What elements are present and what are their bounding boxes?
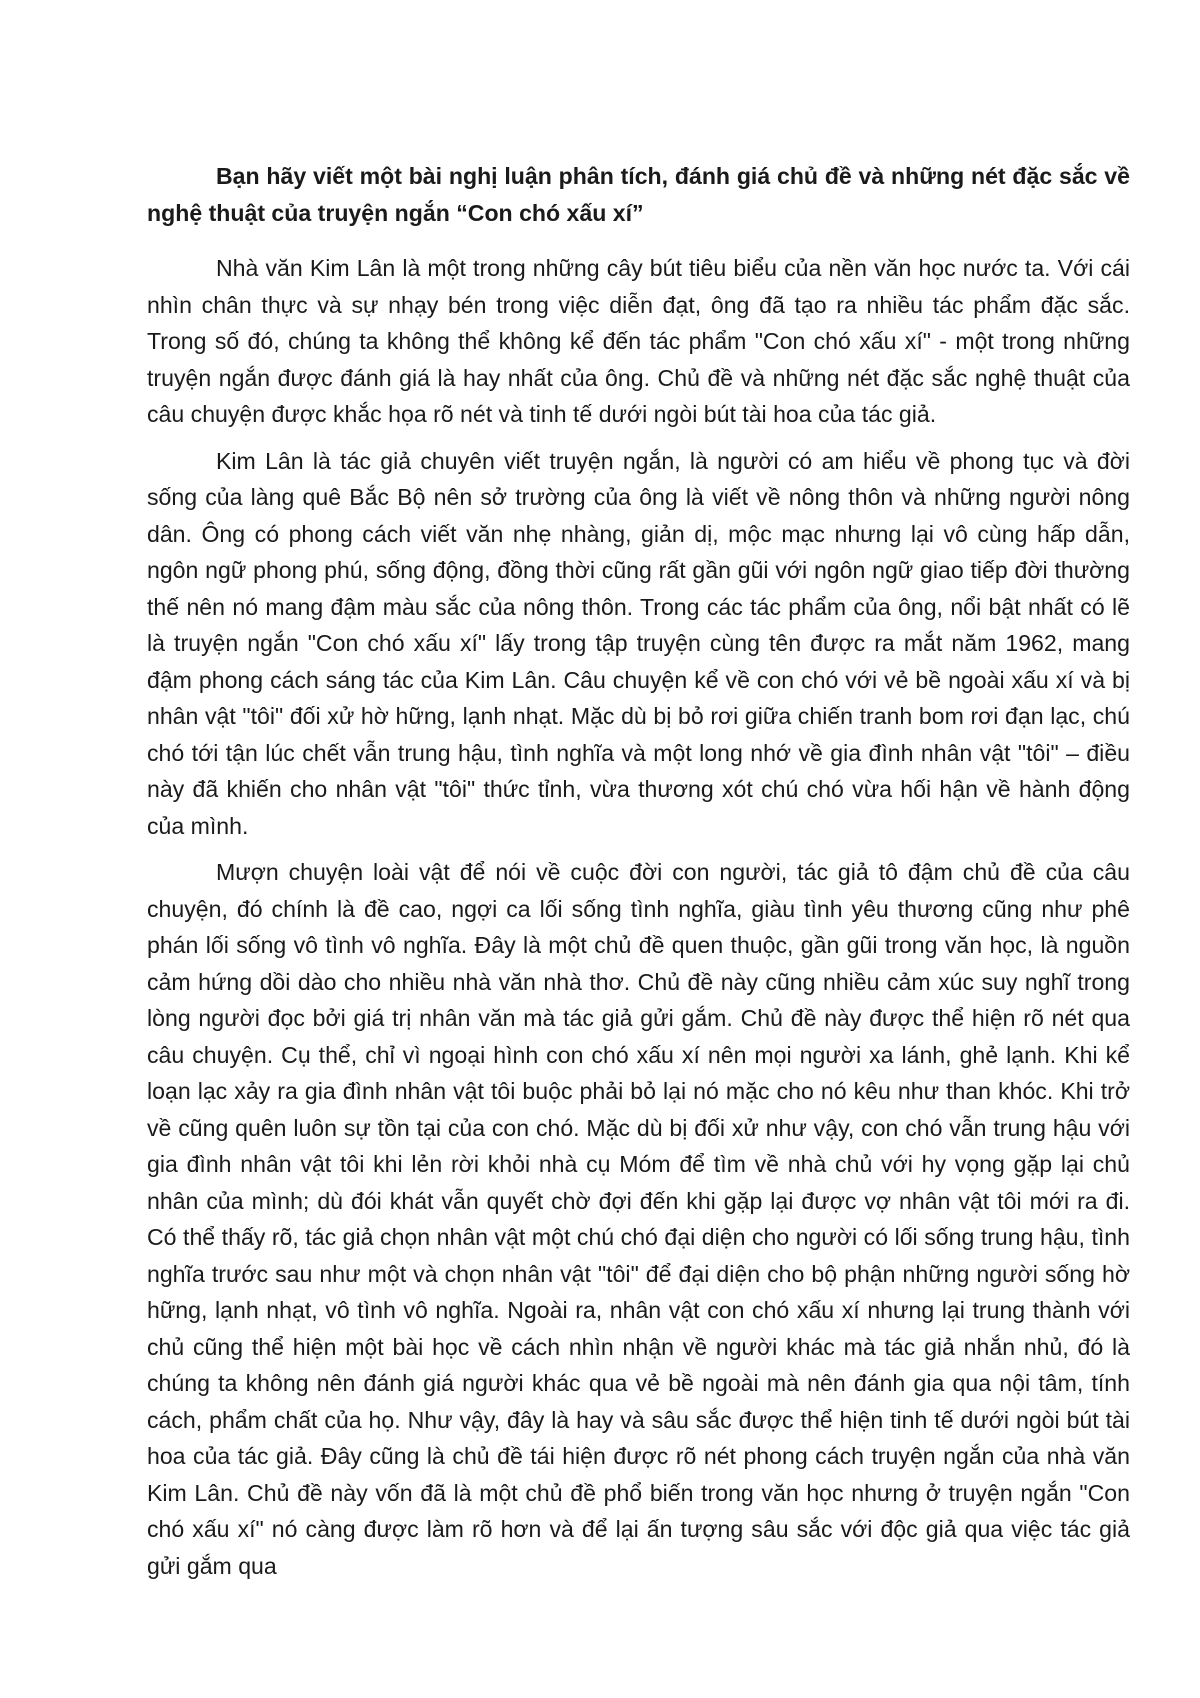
document-title: Bạn hãy viết một bài nghị luận phân tích, đánh giá chủ đề và những nét đặc sắc về nghệ thuật của truyện ngắn “Con chó xấu xí”	[147, 163, 1130, 226]
document-page	[147, 158, 1130, 1594]
paragraph-3: Mượn chuyện loài vật để nói về cuộc đời con người, tác giả tô đậm chủ đề của câu chuyện, đó chính là đề cao, ngợi ca lối sống tình nghĩa, giàu tình yêu thương cũng như phê phán lối sống vô tình vô nghĩa. Đây là một chủ đề quen thuộc, gần gũi trong văn học, là nguồn cảm hứng dồi dào cho nhiều nhà văn nhà thơ. Chủ đề này cũng nhiều cảm xúc suy nghĩ trong lòng người đọc bởi giá trị nhân văn mà tác giả gửi gắm. Chủ đề này được thể hiện rõ nét qua câu chuyện. Cụ thể, chỉ vì ngoại hình con chó xấu xí nên mọi người xa lánh, ghẻ lạnh. Khi kể loạn lạc xảy ra gia đình nhân vật tôi buộc phải bỏ lại nó mặc cho nó kêu như than khóc. Khi trở về cũng quên luôn sự tồn tại của con chó. Mặc dù bị đối xử như vậy, con chó vẫn trung hậu với gia đình nhân vật tôi khi lẻn rời khỏi nhà cụ Móm để tìm về nhà chủ với hy vọng gặp lại chủ nhân của mình; dù đói khát vẫn quyết chờ đợi đến khi gặp lại được vợ nhân vật tôi mới ra đi. Có thể thấy rõ, tác giả chọn nhân vật một chú chó đại diện cho người có lối sống trung hậu, tình nghĩa trước sau như một và chọn nhân vật "tôi" để đại diện cho bộ phận những người sống hờ hững, lạnh nhạt, vô tình vô nghĩa. Ngoài ra, nhân vật con chó xấu xí nhưng lại trung thành với chủ cũng thể hiện một bài học về cách nhìn nhận về người khác mà tác giả nhắn nhủ, đó là chúng ta không nên đánh giá người khác qua vẻ bề ngoài mà nên đánh gia qua nội tâm, tính cách, phẩm chất của họ. Như vậy, đây là hay và sâu sắc được thể hiện tinh tế dưới ngòi bút tài hoa của tác giả. Đây cũng là chủ đề tái hiện được rõ nét phong cách truyện ngắn của nhà văn Kim Lân. Chủ đề này vốn đã là một chủ đề phổ biến trong văn học nhưng ở truyện ngắn "Con chó xấu xí" nó càng được làm rõ hơn và để lại ấn tượng sâu sắc với độc giả qua việc tác giả gửi gắm qua	[147, 859, 1130, 1579]
paragraph-1: Nhà văn Kim Lân là một trong những cây bút tiêu biểu của nền văn học nước ta. Với cái nhìn chân thực và sự nhạy bén trong việc diễn đạt, ông đã tạo ra nhiều tác phẩm đặc sắc. Trong số đó, chúng ta không thể không kể đến tác phẩm "Con chó xấu xí" - một trong những truyện ngắn được đánh giá là hay nhất của ông. Chủ đề và những nét đặc sắc nghệ thuật của câu chuyện được khắc họa rõ nét và tinh tế dưới ngòi bút tài hoa của tác giả.	[147, 255, 1130, 427]
paragraph-2: Kim Lân là tác giả chuyên viết truyện ngắn, là người có am hiểu về phong tục và đời sống của làng quê Bắc Bộ nên sở trường của ông là viết về nông thôn và những người nông dân. Ông có phong cách viết văn nhẹ nhàng, giản dị, mộc mạc nhưng lại vô cùng hấp dẫn, ngôn ngữ phong phú, sống động, đồng thời cũng rất gần gũi với ngôn ngữ giao tiếp đời thường thế nên nó mang đậm màu sắc của nông thôn. Trong các tác phẩm của ông, nổi bật nhất có lẽ là truyện ngắn "Con chó xấu xí" lấy trong tập truyện cùng tên được ra mắt năm 1962, mang đậm phong cách sáng tác của Kim Lân. Câu chuyện kể về con chó với vẻ bề ngoài xấu xí và bị nhân vật "tôi" đối xử hờ hững, lạnh nhạt. Mặc dù bị bỏ rơi giữa chiến tranh bom rơi đạn lạc, chú chó tới tận lúc chết vẫn trung hậu, tình nghĩa và một long nhớ về gia đình nhân vật "tôi" – điều này đã khiến cho nhân vật "tôi" thức tỉnh, vừa thương xót chú chó vừa hối hận về hành động của mình.	[147, 447, 1130, 839]
